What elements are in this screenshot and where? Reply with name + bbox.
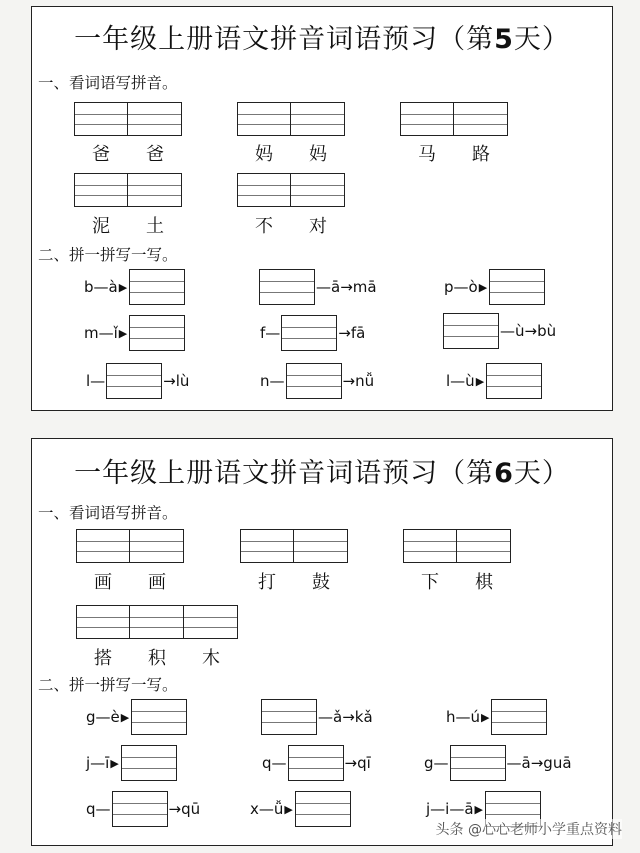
word-chars: 妈 妈 — [255, 144, 327, 165]
section-heading-1: 一、看词语写拼音。 — [38, 504, 178, 522]
pinyin-box[interactable] — [237, 173, 345, 207]
spelling-item: h—ú ▶ — [446, 699, 548, 735]
spelling-item: b—à ▶ — [84, 269, 186, 305]
spelling-item: p—ò ▶ — [444, 269, 546, 305]
answer-box[interactable] — [450, 745, 506, 781]
answer-box[interactable] — [489, 269, 545, 305]
answer-box[interactable] — [259, 269, 315, 305]
pinyin-box[interactable] — [74, 102, 182, 136]
word-chars: 不 对 — [255, 216, 327, 237]
spelling-item: x—ǚ ▶ — [250, 791, 352, 827]
answer-box[interactable] — [486, 363, 542, 399]
spelling-item: j—i—ā ▶ — [426, 791, 542, 827]
answer-box[interactable] — [491, 699, 547, 735]
section-heading-2: 二、拼一拼写一写。 — [38, 246, 178, 264]
answer-box[interactable] — [295, 791, 351, 827]
spelling-item: l— →lù — [86, 363, 189, 399]
word-chars: 打 鼓 — [258, 572, 330, 593]
answer-box[interactable] — [261, 699, 317, 735]
answer-box[interactable] — [443, 313, 499, 349]
worksheet-day6 — [31, 438, 613, 846]
spelling-item: —ǎ→kǎ — [260, 699, 373, 735]
spelling-item: g—è ▶ — [86, 699, 188, 735]
worksheet-title: 一年级上册语文拼音词语预习（第6天） — [74, 458, 570, 489]
pinyin-box[interactable] — [74, 173, 182, 207]
word-chars: 泥 土 — [92, 216, 164, 237]
spelling-item: n— →nǚ — [260, 363, 374, 399]
word-chars: 马 路 — [418, 144, 490, 165]
word-chars: 爸 爸 — [92, 144, 164, 165]
spelling-item: q— →qū — [86, 791, 200, 827]
answer-box[interactable] — [131, 699, 187, 735]
spelling-item: q— →qī — [262, 745, 371, 781]
answer-box[interactable] — [121, 745, 177, 781]
watermark: 头条 @心心老师小学重点资料 — [436, 819, 622, 839]
spelling-item: g— —ā→guā — [424, 745, 572, 781]
answer-box[interactable] — [281, 315, 337, 351]
spelling-item: —ù→bù — [442, 313, 556, 349]
pinyin-box[interactable] — [240, 529, 348, 563]
pinyin-box[interactable] — [237, 102, 345, 136]
answer-box[interactable] — [288, 745, 344, 781]
spelling-item: m—ǐ ▶ — [84, 315, 186, 351]
section-heading-1: 一、看词语写拼音。 — [38, 74, 178, 92]
word-chars: 下 棋 — [421, 572, 493, 593]
pinyin-box[interactable] — [76, 529, 184, 563]
pinyin-box[interactable] — [76, 605, 238, 639]
word-chars: 搭 积 木 — [94, 648, 220, 669]
pinyin-box[interactable] — [400, 102, 508, 136]
answer-box[interactable] — [129, 269, 185, 305]
answer-box[interactable] — [129, 315, 185, 351]
spelling-item: f— →fā — [260, 315, 365, 351]
worksheet-day5 — [31, 6, 613, 411]
answer-box[interactable] — [106, 363, 162, 399]
section-heading-2: 二、拼一拼写一写。 — [38, 676, 178, 694]
worksheet-title: 一年级上册语文拼音词语预习（第5天） — [74, 24, 570, 55]
answer-box[interactable] — [286, 363, 342, 399]
spelling-item: —ā→mā — [258, 269, 377, 305]
spelling-item: j—ī ▶ — [86, 745, 178, 781]
spelling-item: l—ù ▶ — [446, 363, 543, 399]
answer-box[interactable] — [112, 791, 168, 827]
pinyin-box[interactable] — [403, 529, 511, 563]
word-chars: 画 画 — [94, 572, 166, 593]
